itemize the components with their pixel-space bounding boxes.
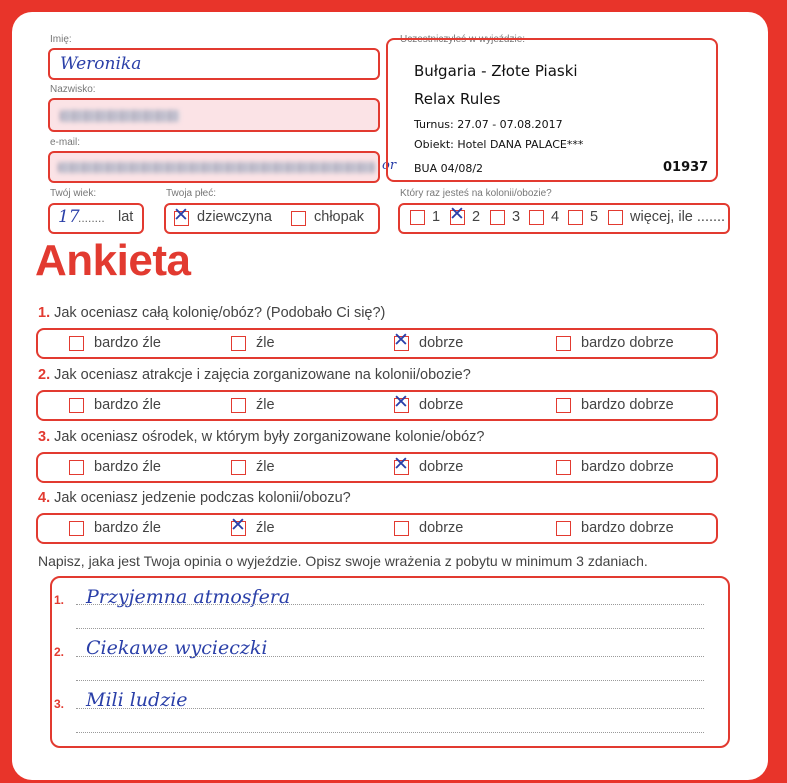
q4-bardzo-zle-label: bardzo źle xyxy=(94,520,161,536)
times-1-checkbox[interactable] xyxy=(410,210,425,225)
age-dots: ........ xyxy=(78,211,105,225)
q3-dobrze-label: dobrze xyxy=(419,459,464,475)
q4-zle-label: źle xyxy=(256,520,275,536)
q2-bardzo-zle-label: bardzo źle xyxy=(94,397,161,413)
trip-destination: Bułgaria - Złote Piaski xyxy=(414,62,578,80)
times-4-checkbox[interactable] xyxy=(529,210,544,225)
question-1 xyxy=(38,305,385,321)
surname-redacted xyxy=(60,110,180,122)
check-mark-icon: ✕ xyxy=(173,204,189,226)
trip-program: Relax Rules xyxy=(414,90,501,108)
times-3-label: 3 xyxy=(512,209,521,225)
age-unit: lat xyxy=(118,209,134,225)
trip-label: Uczestniczyłeś w wyjeździe: xyxy=(400,34,526,45)
q2-dobrze-checkbox[interactable] xyxy=(393,391,409,413)
times-1-label: 1 xyxy=(432,209,441,225)
answer-1-text: Przyjemna atmosfera xyxy=(86,586,291,608)
check-mark-icon: ✕ xyxy=(230,514,246,536)
question-4-number: 4. xyxy=(38,490,51,506)
question-3 xyxy=(38,429,484,445)
q3-zle-label: źle xyxy=(256,459,275,475)
line-divider xyxy=(76,732,704,733)
gender-female-checkbox[interactable] xyxy=(173,204,189,226)
answer-2-text: Ciekawe wycieczki xyxy=(86,637,268,659)
name-label: Imię: xyxy=(50,34,72,45)
age-value: 17 xyxy=(58,207,80,227)
q3-bardzo-zle-label: bardzo źle xyxy=(94,459,161,475)
gender-female-label: dziewczyna xyxy=(197,209,272,225)
surname-label: Nazwisko: xyxy=(50,84,96,95)
email-label: e-mail: xyxy=(50,137,81,148)
times-2-label: 2 xyxy=(472,209,481,225)
question-3-text: Jak oceniasz ośrodek, w którym były zorganizowane kolonie/obóz? xyxy=(54,429,485,445)
q4-dobrze-checkbox[interactable] xyxy=(394,521,409,536)
q2-zle-label: źle xyxy=(256,397,275,413)
age-label: Twój wiek: xyxy=(50,188,97,199)
line-divider xyxy=(76,708,704,709)
q1-dobrze-checkbox[interactable] xyxy=(393,329,409,351)
q3-dobrze-checkbox[interactable] xyxy=(393,453,409,475)
line-divider xyxy=(76,604,704,605)
q2-bardzo-dobrze-checkbox[interactable] xyxy=(556,398,571,413)
q1-bardzo-dobrze-checkbox[interactable] xyxy=(556,336,571,351)
check-mark-icon: ✕ xyxy=(449,203,465,225)
answer-3-number: 3. xyxy=(54,697,65,711)
q4-bardzo-dobrze-checkbox[interactable] xyxy=(556,521,571,536)
trip-info-box xyxy=(386,38,718,182)
answer-2-number: 2. xyxy=(54,645,65,659)
question-3-number: 3. xyxy=(38,429,51,445)
question-1-text: Jak oceniasz całą kolonię/obóz? (Podobało Ci się?) xyxy=(54,305,386,321)
line-divider xyxy=(76,656,704,657)
line-divider xyxy=(76,628,704,629)
email-redacted xyxy=(58,162,376,173)
q1-zle-checkbox[interactable] xyxy=(231,336,246,351)
question-2-text: Jak oceniasz atrakcje i zajęcia zorganizowane na kolonii/obozie? xyxy=(54,367,471,383)
q1-dobrze-label: dobrze xyxy=(419,335,464,351)
q1-bardzo-zle-label: bardzo źle xyxy=(94,335,161,351)
trip-obiekt: Obiekt: Hotel DANA PALACE*** xyxy=(414,138,584,151)
q2-zle-checkbox[interactable] xyxy=(231,398,246,413)
question-1-number: 1. xyxy=(38,305,51,321)
times-4-label: 4 xyxy=(551,209,560,225)
name-value: Weronika xyxy=(60,54,142,74)
q3-bardzo-zle-checkbox[interactable] xyxy=(69,460,84,475)
email-suffix: or xyxy=(382,158,397,173)
q4-zle-checkbox[interactable] xyxy=(230,514,246,536)
check-mark-icon: ✕ xyxy=(393,391,409,413)
q4-bardzo-zle-checkbox[interactable] xyxy=(69,521,84,536)
answer-1-number: 1. xyxy=(54,593,65,607)
times-more-checkbox[interactable] xyxy=(608,210,623,225)
question-2-number: 2. xyxy=(38,367,51,383)
opinion-prompt: Napisz, jaka jest Twoja opinia o wyjeździe. Opisz swoje wrażenia z pobytu w minimum 3 zdaniach. xyxy=(38,553,648,569)
gender-male-label: chłopak xyxy=(314,209,364,225)
times-label: Który raz jesteś na kolonii/obozie? xyxy=(400,188,552,199)
times-5-checkbox[interactable] xyxy=(568,210,583,225)
q3-bardzo-dobrze-label: bardzo dobrze xyxy=(581,459,674,475)
gender-male-checkbox[interactable] xyxy=(291,211,306,226)
question-4-text: Jak oceniasz jedzenie podczas kolonii/obozu? xyxy=(54,490,351,506)
q3-bardzo-dobrze-checkbox[interactable] xyxy=(556,460,571,475)
q4-bardzo-dobrze-label: bardzo dobrze xyxy=(581,520,674,536)
line-divider xyxy=(76,680,704,681)
times-3-checkbox[interactable] xyxy=(490,210,505,225)
answer-3-text: Mili ludzie xyxy=(86,689,188,711)
q1-bardzo-dobrze-label: bardzo dobrze xyxy=(581,335,674,351)
q2-dobrze-label: dobrze xyxy=(419,397,464,413)
gender-label: Twoja płeć: xyxy=(166,188,217,199)
q2-bardzo-zle-checkbox[interactable] xyxy=(69,398,84,413)
trip-turnus: Turnus: 27.07 - 07.08.2017 xyxy=(414,118,563,131)
question-2 xyxy=(38,367,471,383)
q3-zle-checkbox[interactable] xyxy=(231,460,246,475)
question-4 xyxy=(38,490,351,506)
q1-bardzo-zle-checkbox[interactable] xyxy=(69,336,84,351)
q1-zle-label: źle xyxy=(256,335,275,351)
times-5-label: 5 xyxy=(590,209,599,225)
trip-code: BUA 04/08/2 xyxy=(414,162,484,175)
q2-bardzo-dobrze-label: bardzo dobrze xyxy=(581,397,674,413)
times-2-checkbox[interactable] xyxy=(449,203,465,225)
times-more-label: więcej, ile ....... xyxy=(630,209,726,225)
survey-title: Ankieta xyxy=(35,236,191,285)
q4-dobrze-label: dobrze xyxy=(419,520,464,536)
trip-number: 01937 xyxy=(663,160,709,175)
check-mark-icon: ✕ xyxy=(393,329,409,351)
check-mark-icon: ✕ xyxy=(393,453,409,475)
